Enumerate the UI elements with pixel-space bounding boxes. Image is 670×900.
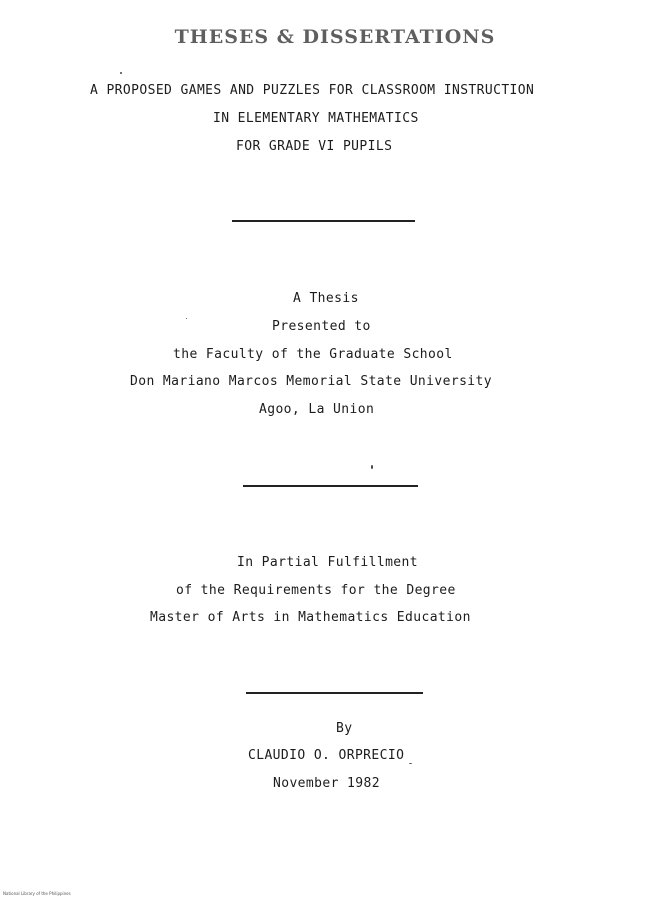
scan-speck	[371, 465, 373, 469]
theses-dissertations-stamp: THESES & DISSERTATIONS	[174, 26, 496, 48]
divider-rule-1	[232, 220, 415, 222]
fulfillment-line-1: In Partial Fulfillment	[237, 555, 418, 570]
divider-rule-2	[243, 485, 418, 487]
title-line-2: IN ELEMENTARY MATHEMATICS	[213, 111, 419, 126]
thesis-label: A Thesis	[293, 291, 359, 306]
fulfillment-line-2: of the Requirements for the Degree	[176, 583, 456, 598]
university-name: Don Mariano Marcos Memorial State University	[130, 374, 492, 389]
scan-speck	[120, 72, 122, 74]
by-label: By	[336, 721, 353, 736]
faculty-line: the Faculty of the Graduate School	[173, 347, 453, 362]
university-location: Agoo, La Union	[259, 402, 375, 417]
title-line-1: A PROPOSED GAMES AND PUZZLES FOR CLASSROOM INSTRUCTION	[90, 83, 535, 98]
degree-name: Master of Arts in Mathematics Education	[150, 610, 471, 625]
scan-speck	[409, 763, 412, 764]
divider-rule-3	[246, 692, 423, 694]
submission-date: November 1982	[273, 776, 380, 791]
library-footer-note: National Library of the Philippines	[3, 891, 71, 896]
title-line-3: FOR GRADE VI PUPILS	[236, 139, 393, 154]
presented-to: Presented to	[272, 319, 371, 334]
author-name: CLAUDIO O. ORPRECIO	[248, 748, 405, 763]
scan-speck	[186, 318, 187, 319]
